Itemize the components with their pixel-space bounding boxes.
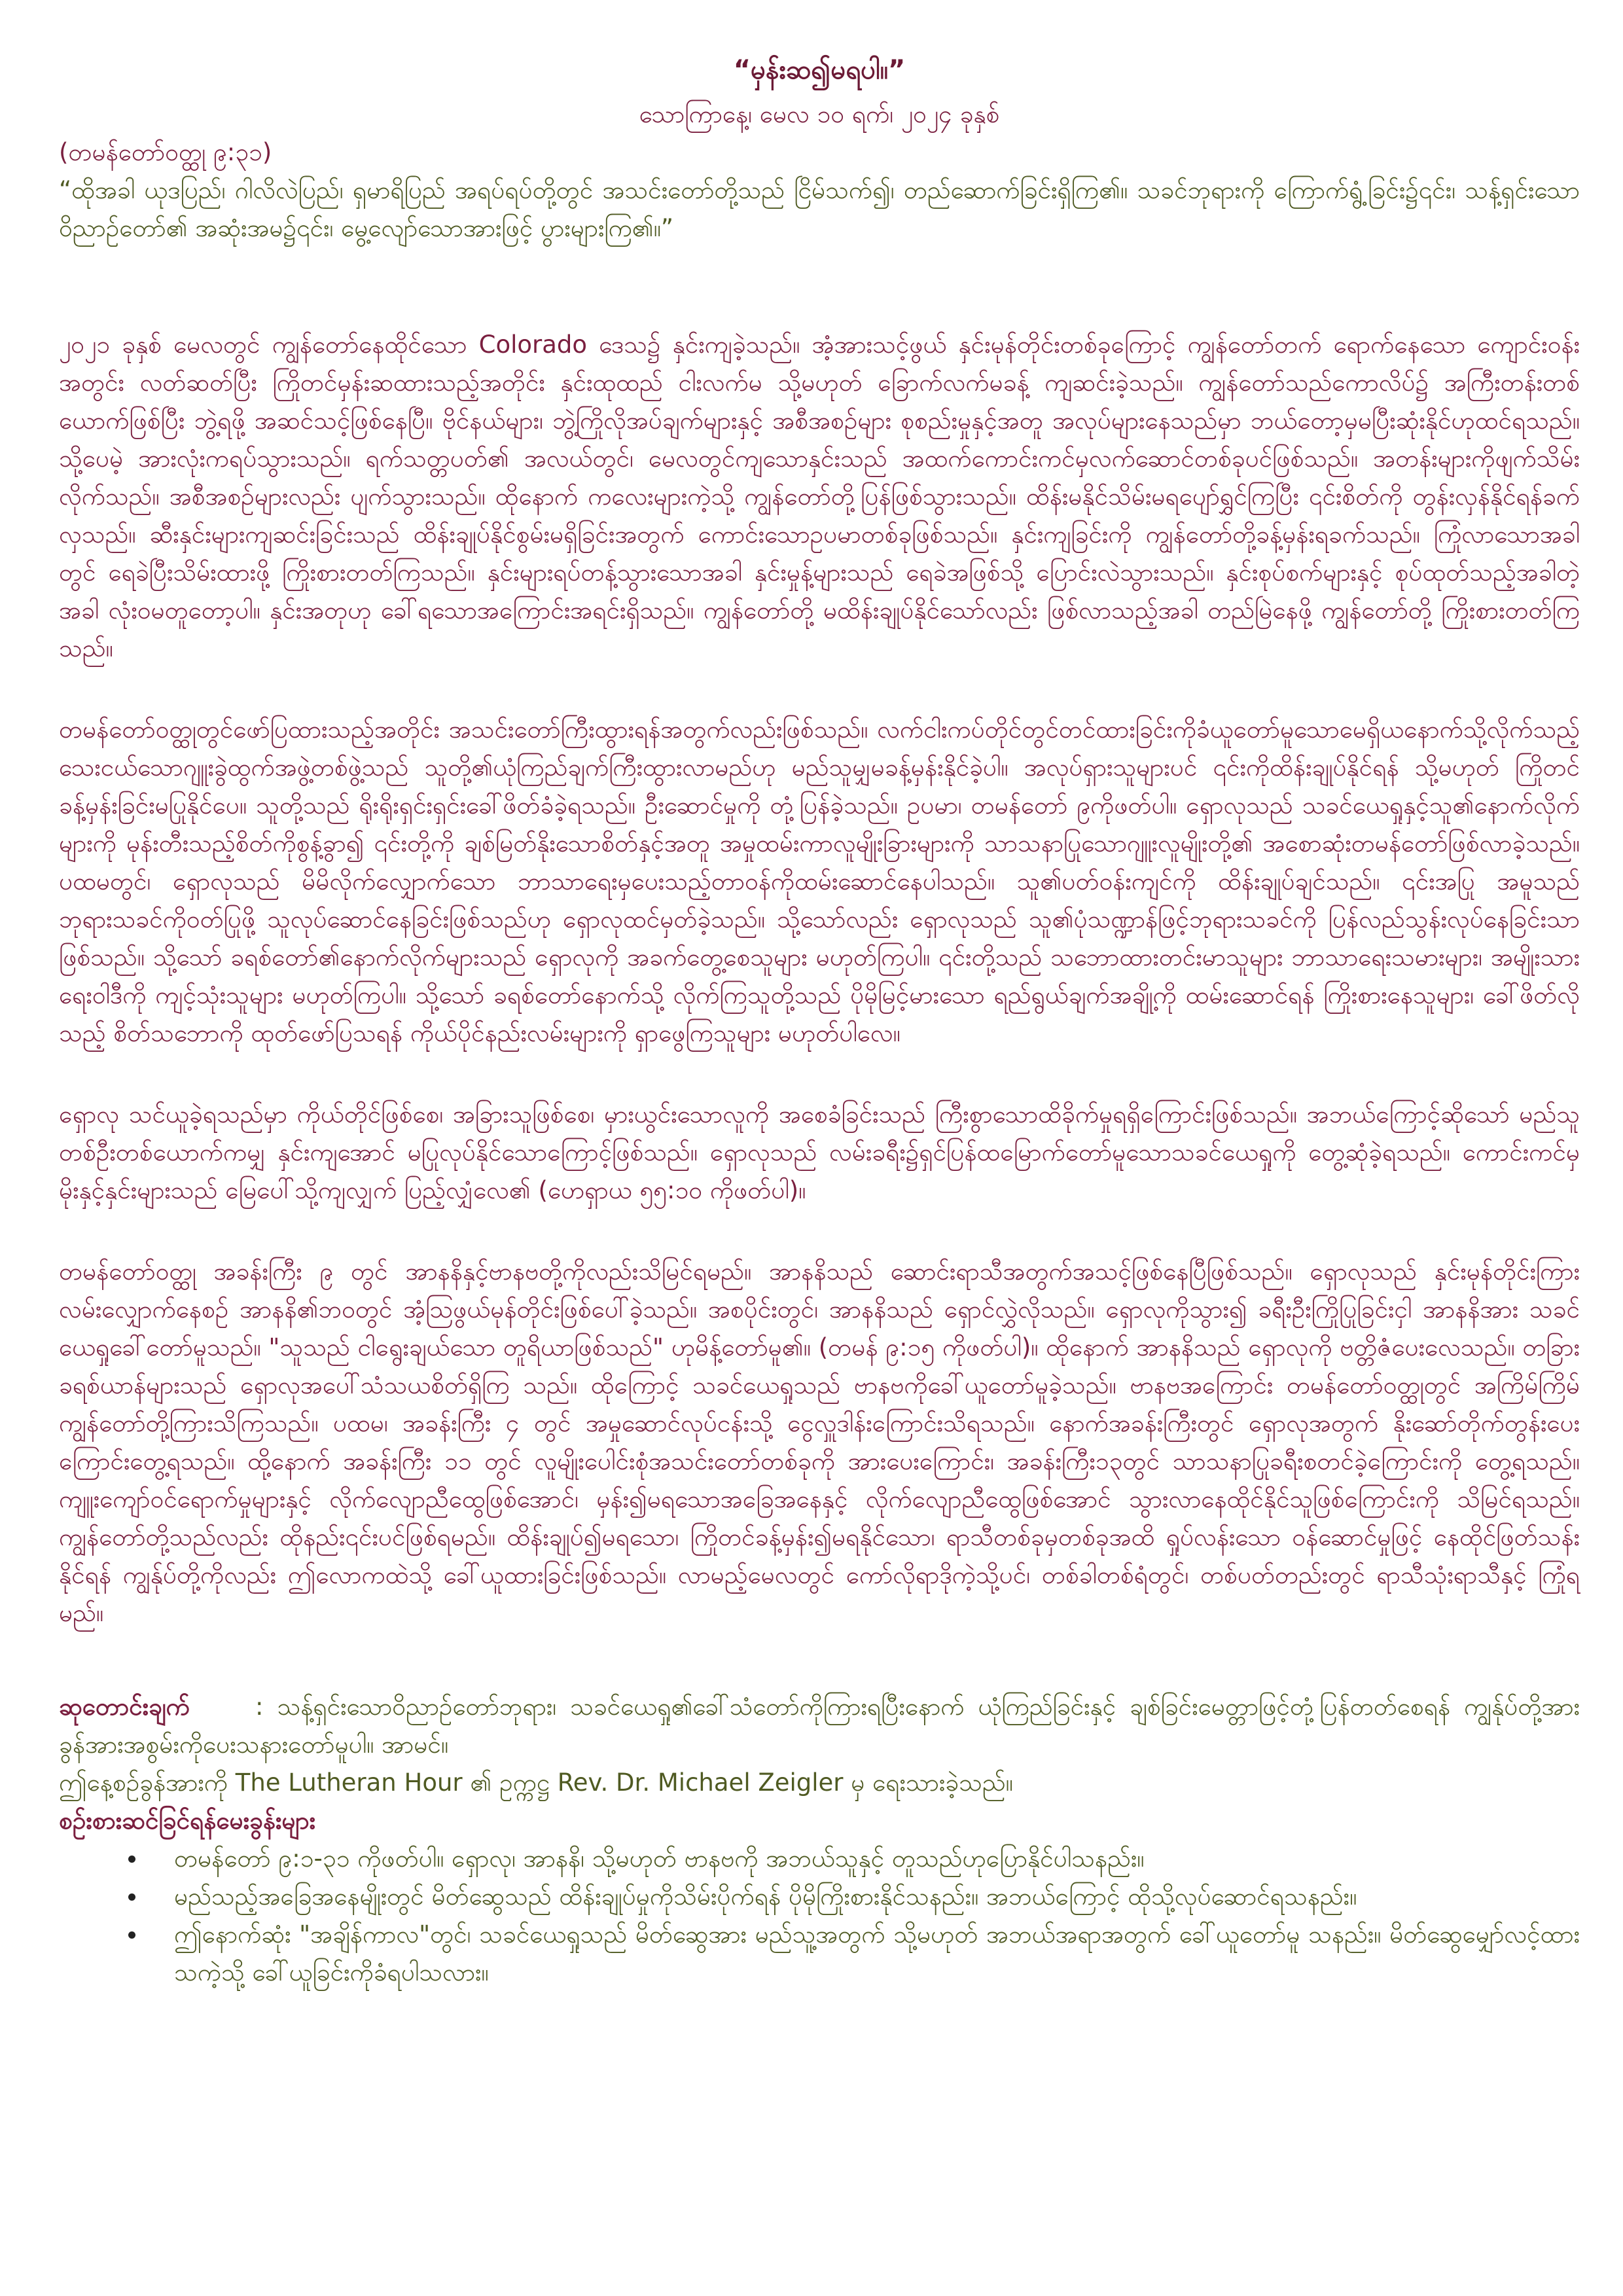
question-item-3 [59, 1916, 1580, 1992]
bullet-icon [128, 1893, 135, 1901]
prayer-text: : သန့်ရှင်းသောဝိညာဉ်တော်ဘုရား၊ သခင်ယေရှု၏ခေါ်သံတော်ကိုကြားရပြီးနောက် ယုံကြည်ခြင်းနှင့် ချစ်ခြင်းမေတ္တာဖြင့်တုံ့ပြန်တတ်စေရန် ကျွန်ုပ်တို့အား ခွန်အားအစွမ်းကိုပေးသနားတော်မူပါ။ အာမင်။ [59, 1693, 1580, 1759]
devotion-title: “မှန်းဆ၍မရပါ။” [733, 55, 906, 85]
question-text: တမန်တော် ၉:၁-၃၁ ကိုဖတ်ပါ။ ရှောလု၊ အာနနိ၊ သို့မဟုတ် ဗာနဗကို အဘယ်သူနှင့် တူသည်ဟုပြောနိုင်ပါသနည်း။ [174, 1844, 1145, 1873]
prayer-label: ဆုတောင်းချက် [59, 1693, 190, 1721]
scripture-quote: “ထိုအခါ ယုဒပြည်၊ ဂါလိလဲပြည်၊ ရှမာရိပြည် အရပ်ရပ်တို့တွင် အသင်းတော်တို့သည် ငြိမ်သက်၍၊ တည်ဆောက်ခြင်းရှိကြ၏။ သခင်ဘုရားကို ကြောက်ရွံ့ခြင်း၌၎င်း၊ သန့်ရှင်းသောဝိညာဉ်တော်၏ အဆုံးအမ၌၎င်း၊ မွေ့လျော်သောအားဖြင့် ပွားများကြ၏။” [59, 176, 1580, 242]
questions-list [59, 1840, 1580, 1992]
body-paragraph-2: တမန်တော်ဝတ္ထုတွင်ဖော်ပြထားသည့်အတိုင်း အသင်းတော်ကြီးထွားရန်အတွက်လည်းဖြစ်သည်။ လက်ငါးကပ်တိုင်တွင်တင်ထားခြင်းကိုခံယူတော်မူသောမေရှိယနောက်သို့လိုက်သည့် သေးငယ်သောဂျူးခွဲထွက်အဖွဲ့တစ်ဖွဲ့သည် သူတို့၏ယုံကြည်ချက်ကြီးထွားလာမည်ဟု မည်သူမျှမခန့်မှန်းနိုင်ခဲ့ပါ။ အလုပ်ရှားသူများပင် ၎င်းကိုထိန်းချုပ်နိုင်ရန် သို့မဟုတ် ကြိုတင်ခန့်မှန်းခြင်းမပြုနိုင်ပေ။ သူတို့သည် ရိုးရိုးရှင်းရှင်းခေါ်ဖိတ်ခံခဲ့ရသည်။ ဦးဆောင်မှုကို တုံ့ပြန်ခဲ့သည်။ ဥပမာ၊ တမန်တော် ၉ကိုဖတ်ပါ။ ရှောလုသည် သခင်ယေရှုနှင့်သူ၏နောက်လိုက်များကို မုန်းတီးသည့်စိတ်ကိုစွန့်ခွာ၍ ၎င်းတို့ကို ချစ်မြတ်နိုးသောစိတ်နှင့်အတူ အမှုထမ်းကာလူမျိုးခြားများကို သာသနာပြုသောဂျူးလူမျိုးတို့၏ အစောဆုံးတမန်တော်ဖြစ်လာခဲ့သည်။ ပထမတွင်၊ ရှောလုသည် မိမိလိုက်လျှောက်သော ဘာသာရေးမှပေးသည့်တာဝန်ကိုထမ်းဆောင်နေပါသည်။ သူ၏ပတ်ဝန်းကျင်ကို ထိန်းချုပ်ချင်သည်။ ၎င်းအပြု အမူသည်ဘုရားသခင်ကိုဝတ်ပြုဖို့ သူလုပ်ဆောင်နေခြင်းဖြစ်သည်ဟု ရှောလုထင်မှတ်ခဲ့သည်။ သို့သော်လည်း ရှောလုသည် သူ၏ပုံသဏ္ဍာန်ဖြင့်ဘုရားသခင်ကို ပြန်လည်သွန်းလုပ်နေခြင်းသာဖြစ်သည်။ သို့သော် ခရစ်တော်၏နောက်လိုက်များသည် ရှောလုကို အခက်တွေ့စေသူများ မဟုတ်ကြပါ။ ၎င်းတို့သည် သဘောထားတင်းမာသူများ ဘာသာရေးသမားများ၊ အမျိုးသားရေးဝါဒီကို ကျင့်သုံးသူများ မဟုတ်ကြပါ။ သို့သော် ခရစ်တော်နောက်သို့ လိုက်ကြသူတို့သည် ပိုမိုမြင့်မားသော ရည်ရွယ်ချက်အချို့ကို ထမ်းဆောင်ရန် ကြိုးစားနေသူများ၊ ခေါ်ဖိတ်လိုသည့် စိတ်သဘောကို ထုတ်ဖော်ပြသရန် ကိုယ်ပိုင်နည်းလမ်းများကို ရှာဖွေကြသူများ မဟုတ်ပါလေ။ [59, 715, 1580, 1047]
question-text: ဤနောက်ဆုံး "အချိန်ကာလ"တွင်၊ သခင်ယေရှုသည် မိတ်ဆွေအား မည်သူ့အတွက် သို့မဟုတ် အဘယ်အရာအတွက် ခေါ်ယူတော်မူ သနည်း။ မိတ်ဆွေမျှော်လင့်ထားသကဲ့သို့ ခေါ်ယူခြင်းကိုခံရပါသလား။ [174, 1920, 1580, 1986]
question-item-2 [59, 1878, 1580, 1916]
prayer [59, 1688, 1580, 1764]
devotion-date: သောကြာနေ့၊ မေလ ၁၀ ရက်၊ ၂၀၂၄ ခုနှစ် [639, 100, 1000, 128]
scripture-reference: (တမန်တော်ဝတ္ထု ၉:၃၁) [59, 138, 272, 166]
bullet-icon [128, 1931, 135, 1939]
questions-heading: စဉ်းစားဆင်ခြင်ရန်မေးခွန်းများ [59, 1806, 315, 1835]
body-paragraph-3: ရှောလု သင်ယူခဲ့ရသည်မှာ ကိုယ်တိုင်ဖြစ်စေ၊ အခြားသူဖြစ်စေ၊ မှားယွင်းသောလူကို အစေခံခြင်းသည် ကြီးစွာသောထိခိုက်မှုရရှိကြောင်းဖြစ်သည်။ အဘယ်ကြောင့်ဆိုသော် မည်သူတစ်ဦးတစ်ယောက်ကမျှ နှင်းကျအောင် မပြုလုပ်နိုင်သောကြောင့်ဖြစ်သည်။ ရှောလုသည် လမ်းခရီး၌ရှင်ပြန်ထမြောက်တော်မူသောသခင်ယေရှုကို တွေ့ဆုံခဲ့ရသည်။ ကောင်းကင်မှ မိုးနှင့်နှင်းများသည် မြေပေါ်သို့ကျလျှက် ပြည့်လျှံလေ၏ (ဟေရှာယ ၅၅:၁၀ ကိုဖတ်ပါ)။ [59, 1100, 1580, 1204]
bullet-icon [128, 1856, 135, 1863]
question-text: မည်သည့်အခြေအနေမျိုးတွင် မိတ်ဆွေသည် ထိန်းချုပ်မှုကိုသိမ်းပိုက်ရန် ပိုမိုကြိုးစားနိုင်သနည်း။ အဘယ်ကြောင့် ထိုသို့လုပ်ဆောင်ရသနည်း။ [174, 1882, 1357, 1910]
question-item-1 [59, 1840, 1580, 1878]
body-paragraph-4: တမန်တော်ဝတ္ထု အခန်းကြီး ၉ တွင် အာနနိနှင့်ဗာနဗတို့ကိုလည်းသိမြင်ရမည်။ အာနနိသည် ဆောင်းရာသီအတွက်အသင့်ဖြစ်နေပြီဖြစ်သည်။ ရှောလုသည် နှင်းမုန်တိုင်းကြား လမ်းလျှောက်နေစဉ် အာနနိ၏ဘဝတွင် အံ့ဩဖွယ်မုန်တိုင်းဖြစ်ပေါ်ခဲ့သည်။ အစပိုင်းတွင်၊ အာနနိသည် ရှောင်လွှဲလိုသည်။ ရှောလုကိုသွား၍ ခရီးဦးကြိုပြုခြင်းငှါ အာနနိအား သခင်ယေရှုခေါ်တော်မူသည်။ "သူသည် ငါရွေးချယ်သော တူရိယာဖြစ်သည်" ဟုမိန့်တော်မူ၏။ (တမန် ၉:၁၅ ကိုဖတ်ပါ)။ ထိုနောက် အာနနိသည် ရှောလုကို ဗတ္တိဇံပေးလေသည်။ တခြားခရစ်ယာန်များသည် ရှောလုအပေါ်သံသယစိတ်ရှိကြ သည်။ ထိုကြောင့် သခင်ယေရှုသည် ဗာနဗကိုခေါ်ယူတော်မူခဲ့သည်။ ဗာနဗအကြောင်း တမန်တော်ဝတ္ထုတွင် အကြိမ်ကြိမ် ကျွန်တော်တို့ကြားသိကြသည်။ ပထမ၊ အခန်းကြီး ၄ တွင် အမှုဆောင်လုပ်ငန်းသို့ ငွေလှူဒါန်းကြောင်းသိရသည်။ နောက်အခန်းကြီးတွင် ရှောလုအတွက် နိုးဆော်တိုက်တွန်းပေးကြောင်းတွေ့ရသည်။ ထို့နောက် အခန်းကြီး ၁၁ တွင် လူမျိုးပေါင်းစုံအသင်းတော်တစ်ခုကို အားပေးကြောင်း၊ အခန်းကြီး၁၃တွင် သာသနာပြုခရီးစတင်ခဲ့ကြောင်းကို တွေ့ရသည်။ ကျူးကျော်ဝင်ရောက်မှုများနှင့် လိုက်လျောညီထွေဖြစ်အောင်၊ မှန်း၍မရသောအခြေအနေနှင့် လိုက်လျောညီထွေဖြစ်အောင် သွားလာနေထိုင်နိုင်သူဖြစ်ကြောင်းကို သိမြင်ရသည်။ ကျွန်တော်တို့သည်လည်း ထိုနည်း၎င်းပင်ဖြစ်ရမည်။ ထိန်းချုပ်၍မရသော၊ ကြိုတင်ခန့်မှန်း၍မရနိုင်သော၊ ရာသီတစ်ခုမှတစ်ခုအထိ ရှုပ်လန်းသော ဝန်ဆောင်မှုဖြင့် နေထိုင်ဖြတ်သန်းနိုင်ရန် ကျွန်ုပ်တို့ကိုလည်း ဤလောကထဲသို့ ခေါ်ယူထားခြင်းဖြစ်သည်။ လာမည့်မေလတွင် ကော်လိုရာဒိုကဲ့သို့ပင်၊ တစ်ခါတစ်ရံတွင်၊ တစ်ပတ်တည်းတွင် ရာသီသုံးရာသီနှင့် ကြုံရမည်။ [59, 1257, 1580, 1627]
body-paragraph-1: ၂၀၂၁ ခုနှစ် မေလတွင် ကျွန်တော်နေထိုင်သော Colorado ဒေသ၌ နှင်းကျခဲ့သည်။ အံ့အားသင့်ဖွယ် နှင်းမုန်တိုင်းတစ်ခုကြောင့် ကျွန်တော်တက် ရောက်နေသော ကျောင်းဝန်းအတွင်း လတ်ဆတ်ပြီး ကြိုတင်မှန်းဆထားသည့်အတိုင်း နှင်းထုထည် ငါးလက်မ သို့မဟုတ် ခြောက်လက်မခန့် ကျဆင်းခဲ့သည်။ ကျွန်တော်သည်ကောလိပ်၌ အကြီးတန်းတစ်ယောက်ဖြစ်ပြီး ဘွဲ့ရဖို့ အဆင်သင့်ဖြစ်နေပြီ။ ဗိုင်နယ်များ၊ ဘွဲ့ကြိုလိုအပ်ချက်များနှင့် အစီအစဉ်များ စုစည်းမှုနှင့်အတူ အလုပ်များနေသည်မှာ ဘယ်တော့မှမပြီးဆုံးနိုင်ဟုထင်ရသည်။ သို့ပေမဲ့ အားလုံးကရပ်သွားသည်။ ရက်သတ္တပတ်၏ အလယ်တွင်၊ မေလတွင်ကျသောနှင်းသည် အထက်ကောင်းကင်မှလက်ဆောင်တစ်ခုပင်ဖြစ်သည်။ အတန်းများကိုဖျက်သိမ်းလိုက်သည်။ အစီအစဉ်များလည်း ပျက်သွားသည်။ ထိုနောက် ကလေးများကဲ့သို့ ကျွန်တော်တို့ပြန်ဖြစ်သွားသည်။ ထိန်းမနိုင်သိမ်းမရပျော်ရွှင်ကြပြီး ၎င်းစိတ်ကို တွန်းလှန်နိုင်ရန်ခက်လှသည်။ ဆီးနှင်းများကျဆင်းခြင်းသည် ထိန်းချုပ်နိုင်စွမ်းမရှိခြင်းအတွက် ကောင်းသောဥပမာတစ်ခုဖြစ်သည်။ နှင်းကျခြင်းကို ကျွန်တော်တို့ခန့်မှန်းရခက်သည်။ ကြုံလာသောအခါတွင် ရေခဲပြီးသိမ်းထားဖို့ ကြိုးစားတတ်ကြသည်။ နှင်းများရပ်တန့်သွားသောအခါ နှင်းမှုန့်များသည် ရေခဲအဖြစ်သို့ ပြောင်းလဲသွားသည်။ နှင်းစုပ်စက်များနှင့် စုပ်ထုတ်သည့်အခါတဲ့အခါ လုံးဝမတူတော့ပါ။ နှင်းအတုဟု ခေါ်ရသောအကြောင်းအရင်းရှိသည်။ ကျွန်တော်တို့ မထိန်းချုပ်နိုင်သော်လည်း ဖြစ်လာသည့်အခါ တည်မြဲနေဖို့ ကျွန်တော်တို့ ကြိုးစားတတ်ကြသည်။ [59, 331, 1580, 662]
author-note: ဤနေ့စဉ်ခွန်အားကို The Lutheran Hour ၏ ဥက္ကဋ္ဌ Rev. Dr. Michael Zeigler မှ ရေးသားခဲ့သည်။ [59, 1768, 1013, 1797]
